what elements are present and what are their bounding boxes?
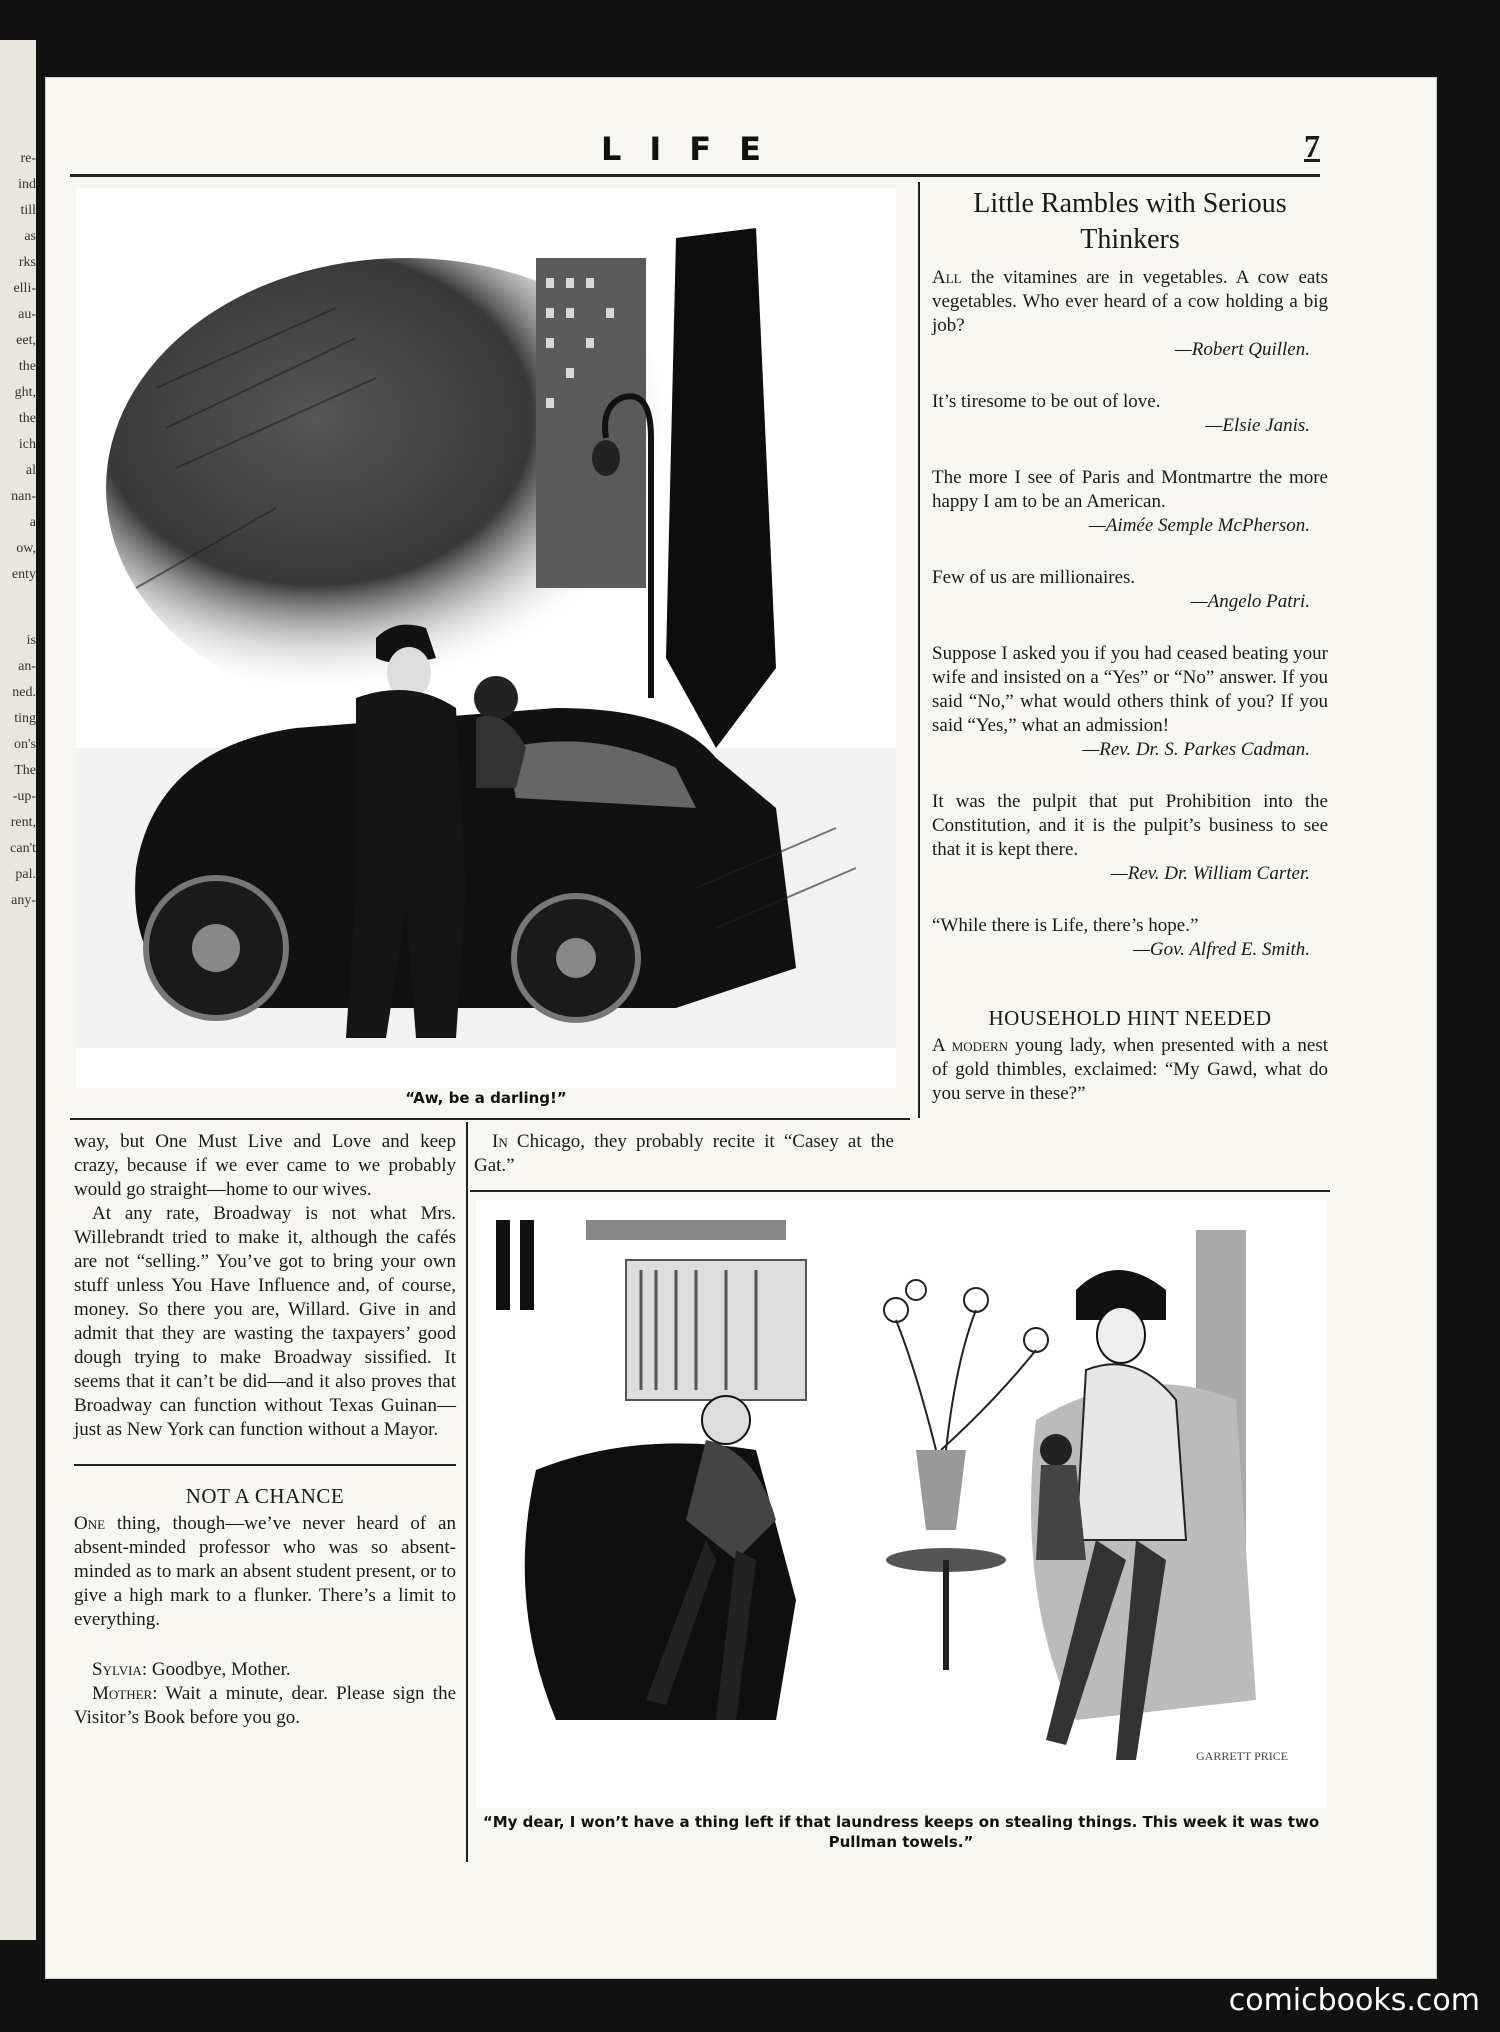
previous-page-fragment: au- (18, 307, 36, 322)
quote-text: It’s tiresome to be out of love. (932, 391, 1161, 412)
mid-rule (70, 1118, 910, 1120)
lower-rule (470, 1190, 1330, 1192)
previous-page-fragment: is (26, 633, 36, 648)
previous-page-fragment: eet, (16, 333, 36, 348)
masthead-rule (70, 174, 1320, 177)
chicago-column (474, 1130, 894, 1178)
magazine-page (46, 78, 1436, 1978)
previous-page-fragment: nan- (11, 489, 36, 504)
rambles-quote (932, 914, 1328, 962)
previous-page-fragment: ned. (12, 685, 36, 700)
rambles-quote (932, 790, 1328, 886)
cartoon-2-caption: “My dear, I won’t have a thing left if that laundress keeps on stealing things. This week it was two Pullman towels.” (482, 1813, 1320, 1851)
previous-page-fragment: an- (18, 659, 36, 674)
column-rule-middle (466, 1122, 468, 1862)
rambles-column (932, 186, 1328, 990)
cartoon-1-drawing (76, 188, 896, 1088)
quote-attribution: —Gov. Alfred E. Smith. (1133, 939, 1310, 960)
previous-page-fragment: ow, (16, 541, 36, 556)
previous-page-fragment: the (18, 359, 36, 374)
cartoon-living-room-illustration (476, 1200, 1326, 1808)
previous-page-fragment: any- (11, 893, 36, 908)
previous-page-fragment: ich (18, 437, 36, 452)
previous-page-fragment: till (20, 203, 36, 218)
cartoon-1-caption: “Aw, be a darling!” (405, 1089, 567, 1107)
rambles-quote (932, 266, 1328, 362)
previous-page-edge (0, 40, 36, 1940)
cartoon-police-car-illustration (76, 188, 896, 1088)
household-hint-column (932, 1006, 1328, 1106)
previous-page-fragment: on's (14, 737, 36, 752)
broadway-column (74, 1130, 456, 1730)
page-number: 7 (1304, 128, 1320, 164)
not-a-chance-title: NOT A CHANCE (185, 1484, 345, 1508)
rambles-quote (932, 390, 1328, 438)
quote-attribution: —Elsie Janis. (1205, 415, 1310, 436)
masthead (70, 130, 1320, 170)
broadway-paragraph-1: way, but One Must Live and Love and keep crazy, because if we ever came to we probably would go straight—home to our wives. (74, 1131, 456, 1200)
dialogue-text: : Wait a minute, dear. Please sign the Visitor’s Book before you go. (74, 1683, 456, 1728)
quote-attribution: —Rev. Dr. William Carter. (1110, 863, 1310, 884)
quote-attribution: —Rev. Dr. S. Parkes Cadman. (1082, 739, 1310, 760)
quote-text: Suppose I asked you if you had ceased beating your wife and insisted on a “Yes” or “No” answer. If you said “No,” what would others think of you? If you said “Yes,” what an admission! (932, 643, 1328, 736)
previous-page-fragment: ght, (14, 385, 36, 400)
household-hint-title: HOUSEHOLD HINT NEEDED (988, 1006, 1272, 1030)
quote-attribution: —Angelo Patri. (1190, 591, 1310, 612)
rambles-title: Little Rambles with Serious Thinkers (973, 188, 1287, 255)
previous-page-fragment: the (18, 411, 36, 426)
household-hint-text: A modern young lady, when presented with a nest of gold thimbles, exclaimed: “My Gawd, what do you serve in these?” (932, 1035, 1329, 1104)
cartoon-2-signature: GARRETT PRICE (1196, 1749, 1289, 1763)
dialogue-speaker: Mother (92, 1683, 153, 1704)
previous-page-fragment: re- (20, 151, 36, 166)
previous-page-fragment: al (25, 463, 36, 478)
magazine-title: LIFE (600, 130, 789, 168)
rambles-quote (932, 466, 1328, 538)
previous-page-fragment: rks (18, 255, 36, 270)
broadway-paragraph-2: At any rate, Broadway is not what Mrs. Willebrandt tried to make it, although the cafés are not “selling.” You’ve got to bring your own stuff unless You Have Influence and, of course, money. So there you are, Willard. Give in and admit that they are wasting the taxpayers’ good dough trying to make Broadway sissified. It seems that it can’t be did—and it also proves that Broadway can function without Texas Guinan—just as New York can function without a Mayor. (74, 1203, 456, 1440)
rambles-quotes (932, 266, 1328, 962)
rambles-quote (932, 642, 1328, 762)
quote-attribution: —Robert Quillen. (1174, 339, 1310, 360)
dialogue-speaker: Sylvia (92, 1659, 142, 1680)
quote-attribution: —Aimée Semple McPherson. (1088, 515, 1310, 536)
not-a-chance-text: One thing, though—we’ve never heard of an absent-minded professor who was so absent-minded as to mark an absent student present, or to give a high mark to a flunker. There’s a limit to everything. (74, 1513, 456, 1630)
watermark: comicbooks.com (1228, 1983, 1480, 2018)
quote-text: It was the pulpit that put Prohibition into the Constitution, and it is the pulpit’s business to see that it is kept there. (932, 791, 1328, 860)
quote-text: The more I see of Paris and Montmartre the more happy I am to be an American. (932, 467, 1328, 512)
dialogue (74, 1658, 456, 1730)
quote-text: Few of us are millionaires. (932, 567, 1136, 588)
dialogue-text: : Goodbye, Mother. (141, 1659, 291, 1680)
previous-page-fragment: -up- (12, 789, 36, 804)
quote-lead: All (932, 267, 962, 288)
previous-page-fragment: pal. (15, 867, 36, 882)
quote-text: the vitamines are in vegetables. A cow eats vegetables. Who ever heard of a cow holding a big job? (932, 267, 1328, 336)
previous-page-fragment: a (29, 515, 36, 530)
previous-page-fragment: can't (10, 841, 36, 856)
previous-page-fragment: ind (18, 177, 36, 192)
rambles-quote (932, 566, 1328, 614)
chicago-text: In Chicago, they probably recite it “Casey at the Gat.” (474, 1131, 894, 1176)
column-rule-top (918, 182, 920, 1118)
previous-page-fragment: elli- (13, 281, 36, 296)
quote-text: “While there is Life, there’s hope.” (932, 915, 1199, 936)
not-a-chance-rule (74, 1464, 456, 1466)
dialogue-line (74, 1658, 456, 1682)
dialogue-line (74, 1682, 456, 1730)
previous-page-fragment: as (24, 229, 36, 244)
previous-page-fragment: rent, (10, 815, 36, 830)
previous-page-fragment: ting (14, 711, 36, 726)
previous-page-fragment: The (14, 763, 36, 778)
cartoon-2-drawing (476, 1200, 1326, 1808)
previous-page-fragment: enty (11, 567, 36, 582)
